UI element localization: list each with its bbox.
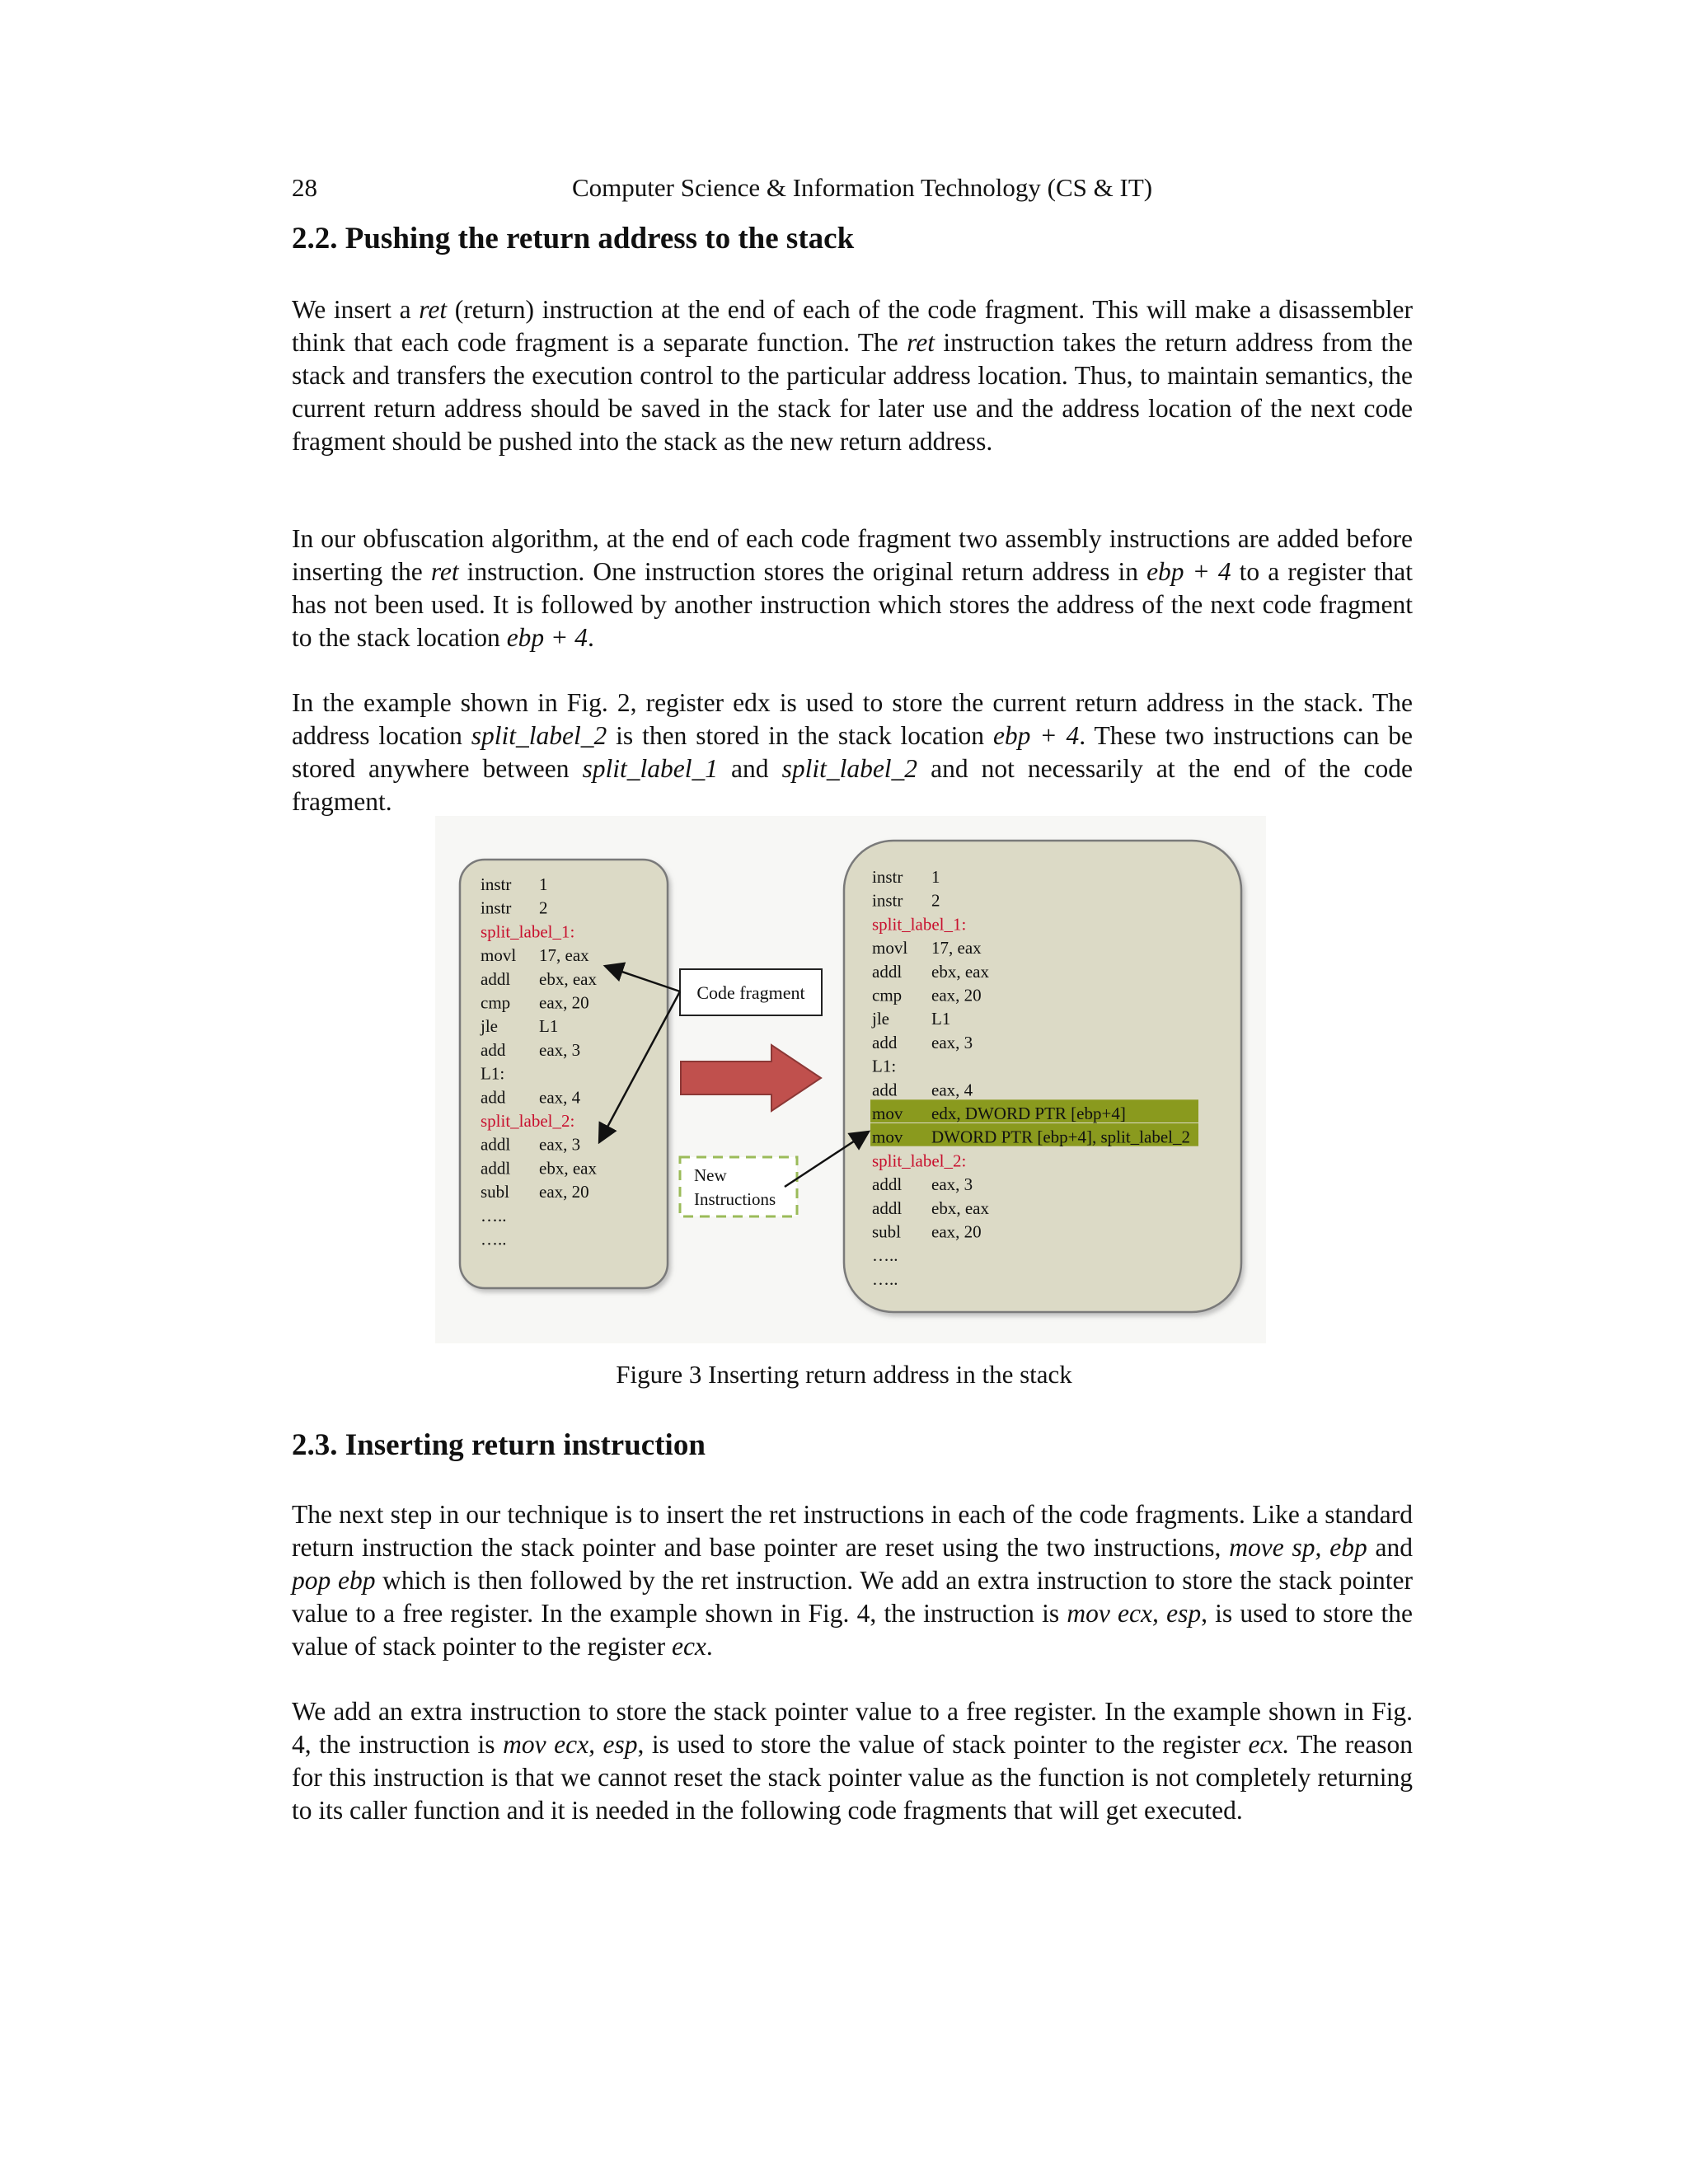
code-operand: 17, eax <box>539 945 589 966</box>
code-opcode: subl <box>481 1182 510 1202</box>
code-opcode: mov <box>872 1104 903 1123</box>
paragraph-2-3-2: We add an extra instruction to store the stack pointer value to a free register. In the example shown in Fig. 4, the instruction is mov ecx, esp, is used to store the value of stack pointer to the register ecx. The reason for this instruction is that we cannot reset the stack pointer value as the function is not completely returning to its caller function and it is needed in the following code fragments that will get executed. <box>292 1697 1413 1825</box>
code-opcode: addl <box>481 968 511 989</box>
code-operand: 2 <box>931 890 940 911</box>
code-opcode: ….. <box>872 1245 898 1266</box>
code-operand: eax, 3 <box>539 1134 581 1155</box>
new-instructions-label-1: New <box>694 1165 727 1185</box>
figure-caption: Figure 3 Inserting return address in the stack <box>616 1360 1072 1389</box>
code-opcode: instr <box>872 867 903 887</box>
code-operand: eax, 20 <box>931 1221 982 1242</box>
code-opcode: add <box>872 1032 898 1052</box>
figure-3 <box>435 816 1266 1343</box>
code-operand: eax, 3 <box>539 1039 581 1060</box>
code-operand: L1 <box>539 1016 559 1037</box>
code-opcode: ….. <box>481 1229 507 1249</box>
code-operand: eax, 20 <box>539 992 589 1013</box>
code-opcode: add <box>481 1087 506 1108</box>
transform-arrow <box>681 1045 821 1111</box>
code-operand: ebx, eax <box>539 968 597 989</box>
paragraph-2-2-1: We insert a ret (return) instruction at the end of each of the code fragment. This will make a disassembler think that each code fragment is a separate function. The ret instruction takes the return address from the stack and transfers the execution control to the particular address location. Thus, to maintain semantics, the current return address should be saved in the stack for later use and the address location of the next code fragment should be pushed into the stack as the new return address. <box>292 295 1413 456</box>
code-opcode: addl <box>872 961 903 982</box>
code-opcode: instr <box>872 890 903 911</box>
code-opcode: addl <box>481 1134 511 1155</box>
paragraph-2-2-3: In the example shown in Fig. 2, register edx is used to store the current return address in the stack. The address location split_label_2 is then stored in the stack location ebp + 4. These two instructions can be stored anywhere between split_label_1 and split_label_2 and not necessarily at the end of the code fragment. <box>292 688 1413 816</box>
paragraph-2-3-1: The next step in our technique is to insert the ret instructions in each of the code fragments. Like a standard return instruction the stack pointer and base pointer are reset using the two instructions, move sp, ebp and pop ebp which is then followed by the ret instruction. We add an extra instruction to store the stack pointer value to a free register. In the example shown in Fig. 4, the instruction is mov ecx, esp, is used to store the value of stack pointer to the register ecx. <box>292 1500 1414 1661</box>
code-opcode: addl <box>872 1197 903 1218</box>
code-operand: eax, 4 <box>931 1080 973 1100</box>
code-opcode: add <box>481 1039 506 1060</box>
code-fragment-label: Code fragment <box>696 982 805 1003</box>
code-opcode: jle <box>872 1009 889 1029</box>
obfuscated-code-panel <box>844 841 1241 1312</box>
code-operand: eax, 3 <box>931 1174 973 1195</box>
code-operand: eax, 4 <box>539 1087 581 1108</box>
code-opcode: cmp <box>481 992 511 1013</box>
page-number: 28 <box>292 173 317 202</box>
code-opcode: instr <box>481 874 512 894</box>
code-operand: L1 <box>931 1009 951 1029</box>
code-opcode: ….. <box>872 1268 898 1289</box>
code-split-label: split_label_1: <box>481 921 575 942</box>
code-opcode: movl <box>872 938 908 958</box>
paragraph-2-2-2: In our obfuscation algorithm, at the end of each code fragment two assembly instructions are added before inserting the ret instruction. One instruction stores the original return address in ebp + 4 to a register that has not been used. It is followed by another instruction which stores the address of the next code fragment to the stack location ebp + 4. <box>292 524 1413 652</box>
code-opcode: add <box>872 1080 898 1100</box>
code-operand: edx, DWORD PTR [ebp+4] <box>931 1104 1126 1123</box>
code-opcode: ….. <box>481 1205 507 1226</box>
code-opcode: L1: <box>481 1063 505 1084</box>
code-opcode: addl <box>481 1158 511 1179</box>
journal-title: Computer Science & Information Technology (CS & IT) <box>572 173 1153 202</box>
code-opcode: mov <box>872 1127 903 1147</box>
code-opcode: movl <box>481 945 517 966</box>
code-operand: 1 <box>539 874 548 894</box>
code-opcode: cmp <box>872 985 903 1005</box>
code-opcode: instr <box>481 898 512 918</box>
code-split-label: split_label_1: <box>872 914 967 935</box>
code-split-label: split_label_2: <box>872 1151 967 1171</box>
code-opcode: L1: <box>872 1056 897 1076</box>
page-header <box>292 173 1413 206</box>
figure-diagram <box>435 816 1266 1343</box>
section-heading-2-3: 2.3. Inserting return instruction <box>292 1428 706 1462</box>
code-operand: ebx, eax <box>931 961 989 982</box>
code-operand: 2 <box>539 898 548 918</box>
code-opcode: addl <box>872 1174 903 1195</box>
code-operand: ebx, eax <box>539 1158 597 1179</box>
code-operand: 17, eax <box>931 938 982 958</box>
code-opcode: jle <box>481 1016 498 1037</box>
section-heading-2-2: 2.2. Pushing the return address to the stack <box>292 222 855 255</box>
code-operand: eax, 3 <box>931 1032 973 1052</box>
code-operand: eax, 20 <box>931 985 982 1005</box>
code-operand: eax, 20 <box>539 1182 589 1202</box>
code-operand: 1 <box>931 867 940 887</box>
new-instructions-label-2: Instructions <box>694 1189 776 1209</box>
code-opcode: subl <box>872 1221 902 1242</box>
code-operand: ebx, eax <box>931 1197 989 1218</box>
code-operand: DWORD PTR [ebp+4], split_label_2 <box>931 1127 1190 1147</box>
code-split-label: split_label_2: <box>481 1111 575 1131</box>
